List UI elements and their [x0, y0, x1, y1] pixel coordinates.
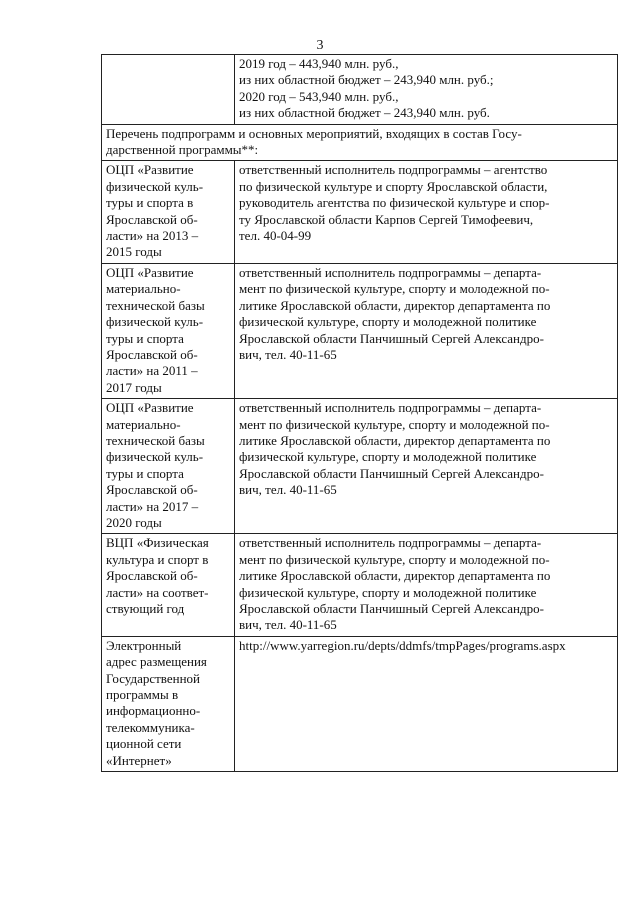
subprogram-name-cell: [102, 399, 235, 534]
subprogram-desc-line: вич, тел. 40-11-65: [239, 482, 337, 498]
subprogram-name-line: ласти» на 2017 –: [106, 498, 199, 514]
subprogram-name-line: ОЦП «Развитие: [106, 264, 194, 280]
subprogram-name-line: технической базы: [106, 297, 205, 313]
subprogram-desc-line: ответственный исполнитель подпрограммы – департа-: [239, 535, 542, 551]
funding-cell: [235, 55, 618, 125]
subprogram-row: [102, 534, 618, 636]
subprogram-name-line: 2017 годы: [106, 379, 162, 395]
subprogram-name-line: ласти» на 2011 –: [106, 363, 198, 379]
section-header-cell: [102, 124, 618, 161]
funding-line: 2019 год – 443,940 млн. руб.,: [239, 56, 399, 71]
subprogram-desc-line: Ярославской области Панчишный Сергей Александро-: [239, 601, 544, 616]
subprogram-name-line: технической базы: [106, 432, 205, 448]
section-header-line: Перечень подпрограмм и основных мероприятий, входящих в состав Госу-: [106, 125, 522, 141]
subprogram-desc-line: мент по физической культуре, спорту и молодежной по-: [239, 416, 550, 432]
subprogram-desc-cell: [235, 534, 618, 636]
subprogram-desc-line: ответственный исполнитель подпрограммы – департа-: [239, 400, 542, 416]
subprogram-name-line: ОЦП «Развитие: [106, 400, 194, 416]
subprogram-name-line: 2020 годы: [106, 514, 162, 530]
subprogram-desc-line: литике Ярославской области, директор департамента по: [239, 297, 551, 313]
address-url-cell: [235, 636, 618, 771]
program-passport-table: [101, 54, 618, 772]
address-label-line: программы в: [106, 687, 179, 703]
subprogram-desc-line: вич, тел. 40-11-65: [239, 346, 337, 362]
address-label-line: телекоммуника-: [106, 719, 195, 735]
subprogram-name-line: культура и спорт в: [106, 551, 209, 567]
subprogram-name-line: ласти» на соответ-: [106, 584, 209, 600]
page-number: 3: [316, 38, 324, 53]
funding-line: 2020 год – 543,940 млн. руб.,: [239, 88, 399, 104]
program-url-link[interactable]: http://www.yarregion.ru/depts/ddmfs/tmpPages/programs.aspx: [239, 637, 566, 653]
funding-row: [102, 55, 618, 125]
address-label-line: адрес размещения: [106, 654, 207, 670]
section-header-line: дарственной программы**:: [106, 142, 259, 158]
subprogram-name-line: ОЦП «Развитие: [106, 162, 194, 178]
subprogram-name-line: ласти» на 2013 –: [106, 228, 199, 244]
address-label-line: «Интернет»: [106, 752, 172, 768]
subprogram-name-line: туры и спорта в: [106, 195, 194, 211]
subprogram-row: [102, 161, 618, 263]
subprogram-name-line: туры и спорта: [106, 330, 184, 346]
address-label-line: ционной сети: [106, 736, 182, 752]
subprogram-desc-line: вич, тел. 40-11-65: [239, 617, 337, 633]
section-header-row: [102, 124, 618, 161]
subprogram-name-line: ствующий год: [106, 601, 185, 616]
subprogram-desc-line: Ярославской области Панчишный Сергей Александро-: [239, 465, 544, 481]
subprogram-desc-line: руководитель агентства по физической культуре и спор-: [239, 195, 550, 211]
subprogram-name-line: туры и спорта: [106, 465, 184, 481]
subprogram-name-cell: [102, 263, 235, 398]
subprogram-name-line: Ярославской об-: [106, 482, 198, 498]
subprogram-desc-line: физической культуре, спорту и молодежной политике: [239, 449, 537, 465]
subprogram-desc-line: по физической культуре и спорту Ярославской области,: [239, 178, 548, 194]
subprogram-name-line: Ярославской об-: [106, 211, 198, 227]
subprogram-name-line: Ярославской об-: [106, 568, 198, 584]
subprogram-desc-cell: [235, 399, 618, 534]
subprogram-name-line: ВЦП «Физическая: [106, 535, 209, 551]
address-label-line: Государственной: [106, 670, 201, 686]
subprogram-desc-line: Ярославской области Панчишный Сергей Александро-: [239, 330, 544, 346]
subprogram-row: [102, 263, 618, 398]
subprogram-desc-line: ответственный исполнитель подпрограммы – агентство: [239, 162, 548, 178]
subprogram-name-line: материально-: [106, 281, 181, 297]
subprogram-desc-line: мент по физической культуре, спорту и молодежной по-: [239, 551, 550, 567]
address-label-cell: [102, 636, 235, 771]
funding-line: из них областной бюджет – 243,940 млн. руб.;: [239, 72, 494, 88]
subprogram-desc-line: физической культуре, спорту и молодежной политике: [239, 584, 537, 600]
subprogram-desc-line: физической культуре, спорту и молодежной политике: [239, 314, 537, 330]
subprogram-desc-line: мент по физической культуре, спорту и молодежной по-: [239, 281, 550, 297]
subprogram-desc-cell: [235, 161, 618, 263]
subprogram-name-line: материально-: [106, 416, 181, 432]
subprogram-name-cell: [102, 534, 235, 636]
subprogram-desc-line: ответственный исполнитель подпрограммы – департа-: [239, 264, 542, 280]
subprogram-desc-cell: [235, 263, 618, 398]
subprogram-desc-line: литике Ярославской области, директор департамента по: [239, 568, 551, 584]
subprogram-row: [102, 399, 618, 534]
funding-label-cell: [102, 55, 235, 125]
subprogram-desc-line: литике Ярославской области, директор департамента по: [239, 432, 551, 448]
subprogram-name-line: физической куль-: [106, 449, 204, 465]
funding-line: из них областной бюджет – 243,940 млн. руб.: [239, 105, 490, 121]
subprogram-name-line: физической куль-: [106, 314, 204, 330]
subprogram-name-line: физической куль-: [106, 178, 204, 194]
subprogram-name-cell: [102, 161, 235, 263]
subprogram-name-line: Ярославской об-: [106, 346, 198, 362]
address-label-line: информационно-: [106, 703, 201, 719]
address-row: [102, 636, 618, 771]
subprogram-desc-line: тел. 40-04-99: [239, 228, 312, 244]
address-label-line: Электронный: [106, 637, 182, 653]
subprogram-desc-line: ту Ярославской области Карпов Сергей Тимофеевич,: [239, 211, 534, 227]
subprogram-name-line: 2015 годы: [106, 244, 162, 260]
